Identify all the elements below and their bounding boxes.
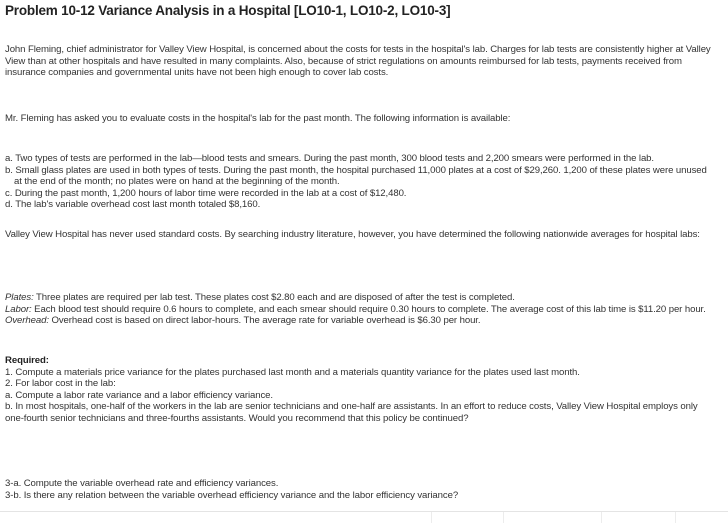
standard-text: Each blood test should require 0.6 hours to complete, and each smear should require 0.30 hours to complete. The average cost of this lab time is $11.20 per hour. (31, 303, 706, 315)
standard-label: Plates: (5, 292, 34, 303)
column-divider (503, 512, 504, 523)
standards-list (5, 292, 715, 327)
fact-c: c. During the past month, 1,200 hours of labor time were recorded in the lab at a cost of $12,480. (5, 187, 407, 199)
fact-b: b. Small glass plates are used in both types of tests. During the past month, the hospital purchased 11,000 plates at a cost of $29,260. 1,200 of these plates were unused at the end of the month; no plates were on hand at the beginning of the month. (5, 164, 707, 188)
facts-list (5, 153, 715, 211)
standard-label: Labor: (5, 303, 32, 315)
request-paragraph: Mr. Fleming has asked you to evaluate costs in the hospital's lab for the past month. The following information is available: (5, 113, 511, 124)
standard-plates (5, 292, 715, 304)
required-2: 2. For labor cost in the lab: (5, 378, 116, 390)
column-divider (675, 512, 676, 523)
standard-labor (5, 304, 715, 316)
column-divider (601, 512, 602, 523)
required-1: 1. Compute a materials price variance for the plates purchased last month and a materials quantity variance for the plates used last month. (5, 366, 580, 378)
standard-text: Overhead cost is based on direct labor-hours. The average rate for variable overhead is $6.30 per hour. (48, 315, 481, 327)
fact-a: a. Two types of tests are performed in the lab—blood tests and smears. During the past month, 300 blood tests and 2,200 smears were performed in the lab. (5, 153, 654, 164)
intro-paragraph: John Fleming, chief administrator for Valley View Hospital, is concerned about the costs for tests in the hospital's lab. Charges for lab tests are consistently higher at Valley View than at other hospitals and have resulted in many complaints. Also, because of strict regulations on amounts reimbursed for lab tests, payments received from insurance companies and governmental units have not been high enough to cover lab costs. (5, 44, 711, 79)
required-3b: 3-b. Is there any relation between the variable overhead efficiency variance and the labor efficiency variance? (5, 489, 459, 501)
column-divider (431, 512, 432, 523)
required-heading: Required: (5, 355, 49, 366)
required-3a: 3-a. Compute the variable overhead rate and efficiency variances. (5, 478, 279, 489)
required-2b: b. In most hospitals, one-half of the workers in the lab are senior technicians and one-half are assistants. In an effort to reduce costs, Valley View Hospital employs only one-fourth senior technicians and three-fourths assistants. Would you recommend that this policy be continued? (5, 401, 698, 424)
bottom-divider (0, 511, 728, 523)
page-title: Problem 10-12 Variance Analysis in a Hospital [LO10-1, LO10-2, LO10-3] (5, 3, 451, 18)
standard-text: Three plates are required per lab test. These plates cost $2.80 each and are disposed of after the test is completed. (33, 292, 515, 303)
standard-overhead (5, 315, 715, 327)
required-3-section (5, 478, 715, 501)
standard-label: Overhead: (5, 315, 49, 327)
fact-d: d. The lab's variable overhead cost last month totaled $8,160. (5, 199, 261, 211)
required-section (5, 355, 715, 425)
standards-intro: Valley View Hospital has never used standard costs. By searching industry literature, however, you have determined the following nationwide averages for hospital labs: (5, 229, 700, 240)
required-2a: a. Compute a labor rate variance and a labor efficiency variance. (5, 389, 273, 401)
